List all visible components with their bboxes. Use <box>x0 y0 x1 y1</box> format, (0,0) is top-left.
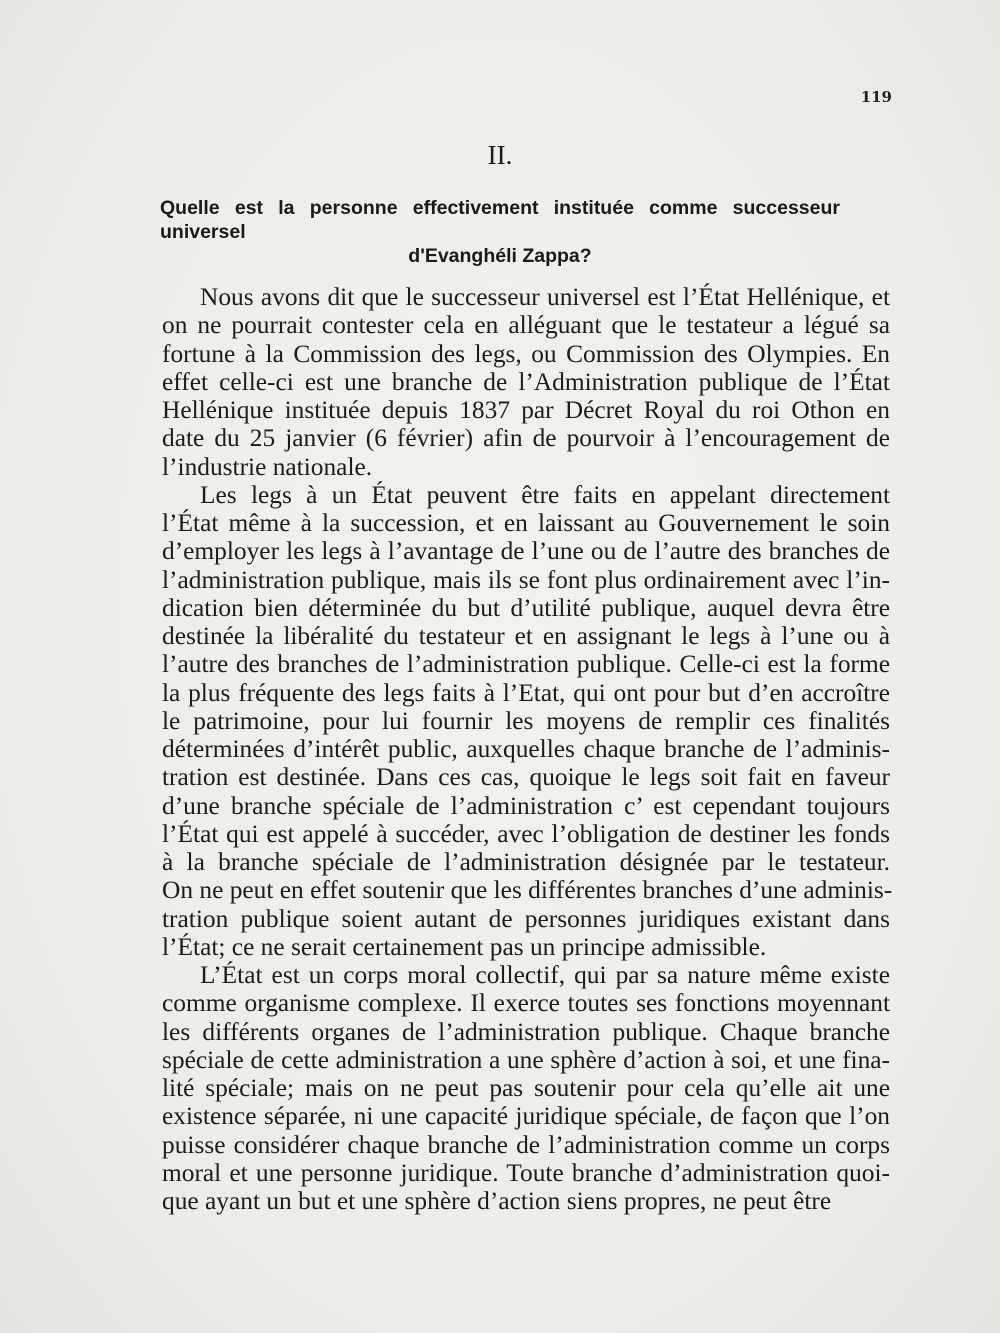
text-line: les différents organes de l’administration publique. Chaque branche <box>162 1017 890 1046</box>
body-text <box>162 283 893 1215</box>
section-heading <box>160 196 840 268</box>
section-heading-line-1: Quelle est la personne effectivement instituée comme successeur universel <box>160 197 840 243</box>
text-line: date du 25 janvier (6 février) afin de pourvoir à l’encouragement de <box>162 424 890 453</box>
text-line: comme organisme complexe. Il exerce toutes ses fonctions moyennant <box>162 989 890 1018</box>
section-numeral: II. <box>487 140 513 170</box>
text-line: puisse considérer chaque branche de l’administration comme un corps <box>162 1130 890 1159</box>
text-line: L’État est un corps moral collectif, qui par sa nature même existe <box>200 961 890 989</box>
text-line: on ne pourrait contester cela en alléguant que le testateur a légué sa <box>162 311 890 340</box>
text-line: fortune à la Commission des legs, ou Commission des Olympies. En <box>162 339 890 368</box>
text-line: l’administration publique, mais ils se font plus ordinairement avec l’in- <box>162 565 890 594</box>
text-line: Les legs à un État peuvent être faits en appelant directement <box>200 480 890 509</box>
text-line: l’État; ce ne serait certainement pas un principe admissible. <box>162 932 767 961</box>
paragraph <box>162 480 893 961</box>
text-line: l’État même à la succession, et en laissant au Gouvernement le soin <box>162 509 890 537</box>
text-line: Hellénique instituée depuis 1837 par Décret Royal du roi Othon en <box>162 396 890 424</box>
section-heading-line-2: d'Evanghéli Zappa? <box>408 245 592 267</box>
text-line: existence séparée, ni une capacité juridique spéciale, de façon que l’on <box>162 1102 890 1131</box>
text-line: On ne peut en effet soutenir que les différentes branches d’une adminis- <box>162 876 893 905</box>
page-number: 119 <box>860 88 892 106</box>
text-line: l’autre des branches de l’administration publique. Celle-ci est la forme <box>162 650 890 679</box>
text-line: moral et une personne juridique. Toute branche d’administration quoi- <box>162 1158 890 1187</box>
text-line: destinée la libéralité du testateur et en assignant le legs à l’une ou à <box>162 622 890 650</box>
text-line: la plus fréquente des legs faits à l’Etat, qui ont pour but d’en accroître <box>162 678 890 707</box>
text-line: tration publique soient autant de personnes juridiques existant dans <box>162 904 890 933</box>
paragraph <box>162 283 890 481</box>
text-line: l’industrie nationale. <box>162 452 373 481</box>
paragraph <box>162 961 890 1215</box>
text-line: Nous avons dit que le successeur universel est l’État Hellénique, et <box>200 283 890 311</box>
text-line: lité spéciale; mais on ne peut pas soutenir pour cela qu’elle ait une <box>162 1074 890 1102</box>
text-line: d’une branche spéciale de l’administration c’ est cependant toujours <box>162 791 890 820</box>
text-line: tration est destinée. Dans ces cas, quoique le legs soit fait en faveur <box>162 763 890 792</box>
text-line: le patrimoine, pour lui fournir les moyens de remplir ces finalités <box>162 706 890 735</box>
text-line: d’employer les legs à l’avantage de l’une ou de l’autre des branches de <box>162 537 890 566</box>
text-line: que ayant un but et une sphère d’action siens propres, ne peut être <box>162 1187 832 1215</box>
text-line: l’État qui est appelé à succéder, avec l’obligation de destiner les fonds <box>162 819 890 848</box>
text-line: à la branche spéciale de l’administration désignée par le testateur. <box>162 848 890 876</box>
text-line: dication bien déterminée du but d’utilité publique, auquel devra être <box>162 593 890 622</box>
text-line: déterminées d’intérêt public, auxquelles chaque branche de l’adminis- <box>162 735 890 763</box>
text-line: spéciale de cette administration a une sphère d’action à soi, et une fina- <box>162 1045 890 1074</box>
text-line: effet celle-ci est une branche de l’Administration publique de l’État <box>162 367 890 396</box>
